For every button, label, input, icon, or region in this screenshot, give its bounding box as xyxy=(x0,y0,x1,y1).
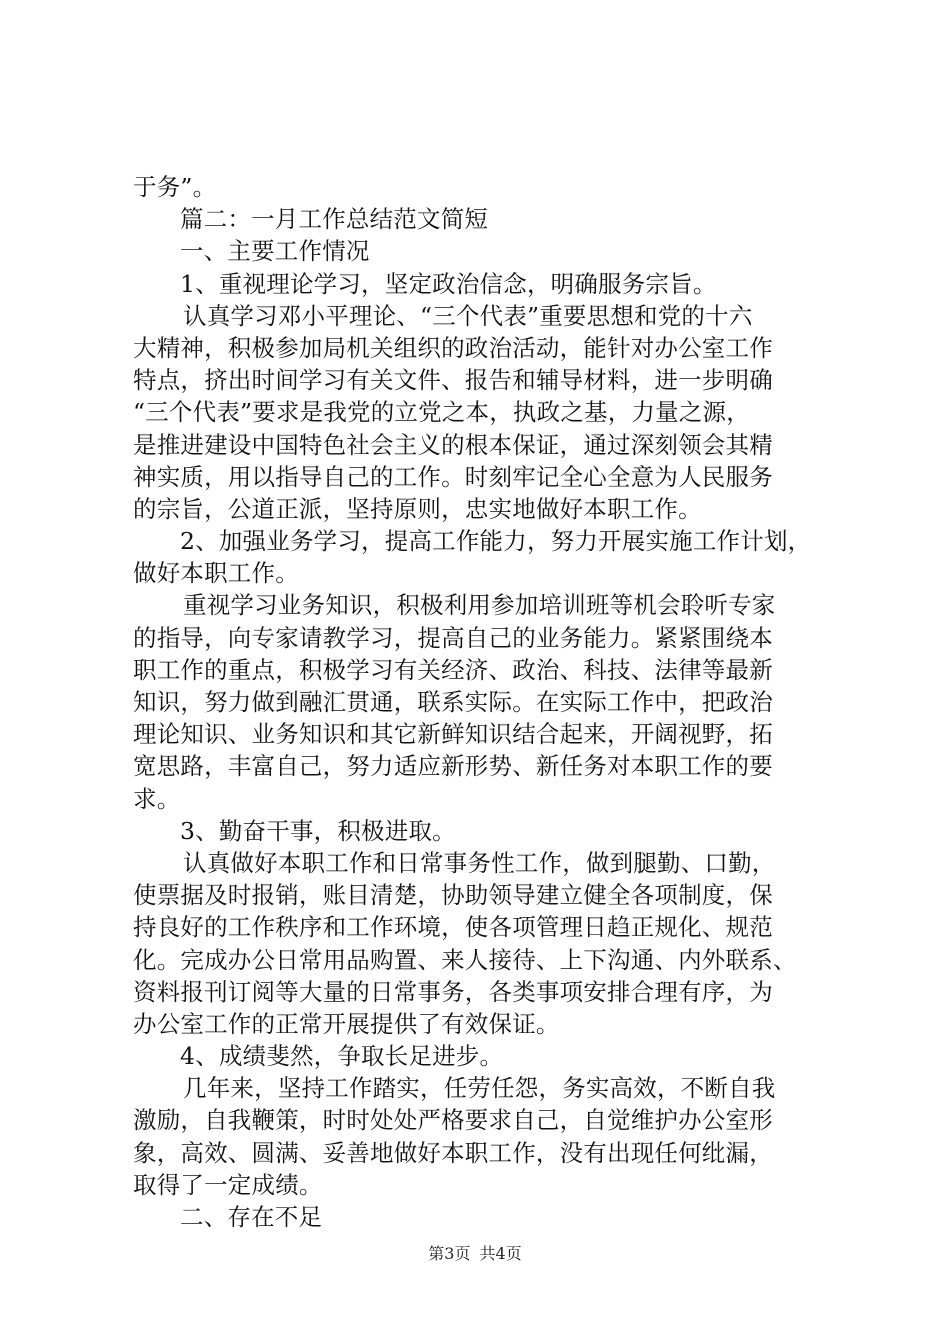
text-line: 3、勤奋干事，积极进取。 xyxy=(180,816,456,845)
text-line: 象，高效、圆满、妥善地做好本职工作，没有出现任何纰漏， xyxy=(133,1138,773,1167)
text-line: 取得了一定成绩。 xyxy=(133,1170,323,1199)
text-line: 做好本职工作。 xyxy=(133,559,299,588)
text-line: 知识，努力做到融汇贯通，联系实际。在实际工作中，把政治 xyxy=(133,688,773,716)
text-line: 使票据及时报销，账目清楚，协助领导建立健全各项制度，保 xyxy=(133,881,773,910)
text-line: 资料报刊订阅等大量的日常事务，各类事项安排合理有序，为 xyxy=(133,977,773,1006)
text-line: 的指导，向专家请教学习，提高自己的业务能力。紧紧围绕本 xyxy=(133,623,773,652)
text-line: 持良好的工作秩序和工作环境，使各项管理日趋正规化、规范 xyxy=(133,913,773,942)
text-line: 4、成绩斐然，争取长足进步。 xyxy=(180,1042,504,1071)
text-line: 是推进建设中国特色社会主义的根本保证，通过深刻领会其精 xyxy=(133,430,773,459)
page-number: 第3页 xyxy=(428,1244,471,1263)
text-line: 的宗旨，公道正派，坚持原则，忠实地做好本职工作。 xyxy=(133,494,702,523)
text-line: 神实质，用以指导自己的工作。时刻牢记全心全意为人民服务 xyxy=(133,462,773,491)
text-line: 宽思路，丰富自己，努力适应新形势、新任务对本职工作的要 xyxy=(133,752,773,781)
text-line: 二、存在不足 xyxy=(180,1203,323,1231)
page-total: 共4页 xyxy=(479,1244,522,1263)
page-footer xyxy=(0,1242,950,1266)
text-line: 1、重视理论学习，坚定政治信念，明确服务宗旨。 xyxy=(180,269,717,298)
text-line: 化。完成办公日常用品购置、来人接待、上下沟通、内外联系、 xyxy=(133,945,797,974)
text-line: “三个代表”要求是我党的立党之本，执政之基，力量之源， xyxy=(133,398,750,427)
text-line: 重视学习业务知识，积极利用参加培训班等机会聆听专家 xyxy=(183,591,776,620)
text-line: 大精神，积极参加局机关组织的政治活动，能针对办公室工作 xyxy=(133,333,773,362)
document-body xyxy=(133,171,833,1233)
text-line: 职工作的重点，积极学习有关经济、政治、科技、法律等最新 xyxy=(133,655,773,684)
text-line: 求。 xyxy=(133,784,181,813)
text-line: 篇二：一月工作总结范文简短 xyxy=(180,205,489,234)
text-line: 办公室工作的正常开展提供了有效保证。 xyxy=(133,1009,560,1038)
text-line: 认真做好本职工作和日常事务性工作，做到腿勤、口勤， xyxy=(183,848,776,877)
text-line: 几年来，坚持工作踏实，任劳任怨，务实高效，不断自我 xyxy=(183,1074,776,1103)
text-line: 理论知识、业务知识和其它新鲜知识结合起来，开阔视野，拓 xyxy=(133,720,773,749)
text-line: 于务”。 xyxy=(133,173,217,201)
text-line: 激励，自我鞭策，时时处处严格要求自己，自觉维护办公室形 xyxy=(133,1106,773,1135)
text-line: 认真学习邓小平理论、“三个代表”重要思想和党的十六 xyxy=(183,301,753,330)
text-line: 一、主要工作情况 xyxy=(180,237,370,266)
text-line: 2、加强业务学习，提高工作能力，努力开展实施工作计划， xyxy=(180,527,812,556)
text-line: 特点，挤出时间学习有关文件、报告和辅导材料，进一步明确 xyxy=(133,366,773,395)
